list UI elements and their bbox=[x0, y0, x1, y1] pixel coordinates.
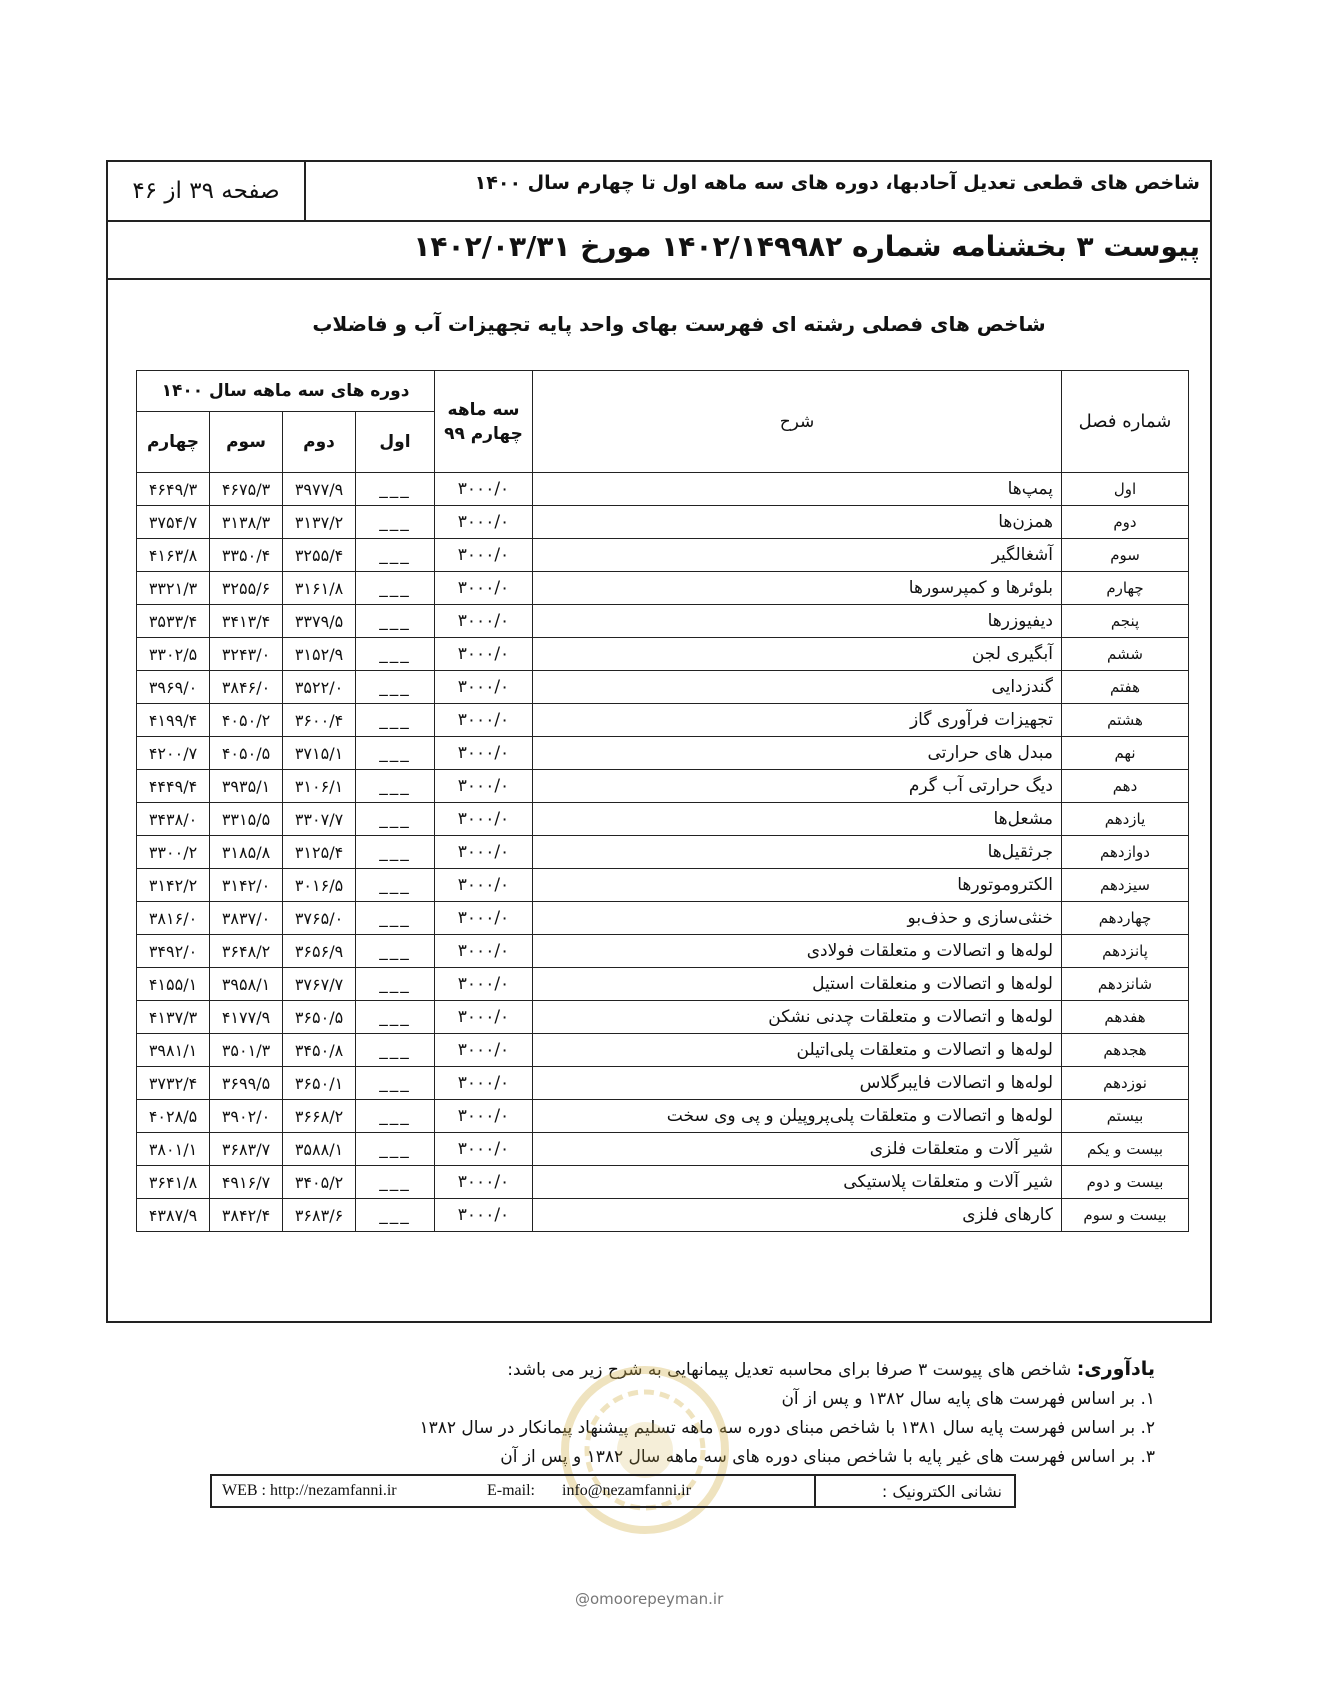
cell-q3: ۳۶۸۳/۷ bbox=[210, 1133, 283, 1166]
col-q1: اول bbox=[356, 412, 435, 473]
cell-q4: ۳۹۸۱/۱ bbox=[137, 1034, 210, 1067]
cell-chapter: سوم bbox=[1062, 539, 1189, 572]
table-row bbox=[137, 803, 1189, 836]
cell-desc: مبدل های حرارتی bbox=[533, 737, 1062, 770]
table-row bbox=[137, 737, 1189, 770]
table-row bbox=[137, 869, 1189, 902]
cell-desc: شیر آلات و متعلقات فلزی bbox=[533, 1133, 1062, 1166]
cell-chapter: بیستم bbox=[1062, 1100, 1189, 1133]
cell-q4: ۴۴۴۹/۴ bbox=[137, 770, 210, 803]
cell-q3: ۴۰۵۰/۲ bbox=[210, 704, 283, 737]
web-link[interactable]: WEB : http://nezamfanni.ir bbox=[222, 1482, 397, 1499]
col-q2: دوم bbox=[283, 412, 356, 473]
cell-q4: ۳۷۳۲/۴ bbox=[137, 1067, 210, 1100]
watermark-logo-icon bbox=[555, 1350, 735, 1550]
email-label: E-mail: bbox=[487, 1482, 535, 1499]
cell-q1: ___ bbox=[356, 1100, 435, 1133]
cell-q2: ۳۱۵۲/۹ bbox=[283, 638, 356, 671]
cell-q2: ۳۱۲۵/۴ bbox=[283, 836, 356, 869]
cell-desc: خنثی‌سازی و حذف‌بو bbox=[533, 902, 1062, 935]
cell-desc: جرثقیل‌ها bbox=[533, 836, 1062, 869]
cell-chapter: هجدهم bbox=[1062, 1034, 1189, 1067]
cell-q2: ۳۵۸۸/۱ bbox=[283, 1133, 356, 1166]
cell-q3: ۳۸۴۶/۰ bbox=[210, 671, 283, 704]
cell-q3: ۳۴۱۳/۴ bbox=[210, 605, 283, 638]
cell-base: ۳۰۰۰/۰ bbox=[435, 737, 533, 770]
cell-desc: لوله‌ها و اتصالات و منعلقات استیل bbox=[533, 968, 1062, 1001]
cell-chapter: بیست و دوم bbox=[1062, 1166, 1189, 1199]
contact-box bbox=[210, 1474, 1016, 1508]
cell-desc: آبگیری لجن bbox=[533, 638, 1062, 671]
cell-q3: ۳۵۰۱/۳ bbox=[210, 1034, 283, 1067]
cell-chapter: اول bbox=[1062, 473, 1189, 506]
col-base: سه ماهه چهارم ۹۹ bbox=[435, 371, 533, 473]
cell-q1: ___ bbox=[356, 935, 435, 968]
cell-chapter: هفدهم bbox=[1062, 1001, 1189, 1034]
cell-q4: ۳۳۲۱/۳ bbox=[137, 572, 210, 605]
cell-chapter: دوم bbox=[1062, 506, 1189, 539]
cell-chapter: نوزدهم bbox=[1062, 1067, 1189, 1100]
cell-chapter: بیست و سوم bbox=[1062, 1199, 1189, 1232]
cell-q1: ___ bbox=[356, 671, 435, 704]
cell-q3: ۳۱۴۲/۰ bbox=[210, 869, 283, 902]
cell-desc: لوله‌ها و اتصالات و متعلقات پلی‌اتیلن bbox=[533, 1034, 1062, 1067]
document-frame bbox=[106, 160, 1212, 1323]
cell-q2: ۳۱۰۶/۱ bbox=[283, 770, 356, 803]
cell-desc: تجهیزات فرآوری گاز bbox=[533, 704, 1062, 737]
table-row bbox=[137, 638, 1189, 671]
table-row bbox=[137, 671, 1189, 704]
cell-chapter: بیست و یکم bbox=[1062, 1133, 1189, 1166]
annex-row bbox=[108, 222, 1210, 280]
cell-q2: ۳۹۷۷/۹ bbox=[283, 473, 356, 506]
cell-q4: ۳۱۴۲/۲ bbox=[137, 869, 210, 902]
cell-base: ۳۰۰۰/۰ bbox=[435, 803, 533, 836]
cell-q2: ۳۴۰۵/۲ bbox=[283, 1166, 356, 1199]
email-link[interactable]: info@nezamfanni.ir bbox=[562, 1482, 691, 1499]
cell-q3: ۳۸۳۷/۰ bbox=[210, 902, 283, 935]
cell-q4: ۳۸۱۶/۰ bbox=[137, 902, 210, 935]
cell-base: ۳۰۰۰/۰ bbox=[435, 506, 533, 539]
cell-q2: ۳۳۰۷/۷ bbox=[283, 803, 356, 836]
table-row bbox=[137, 704, 1189, 737]
cell-base: ۳۰۰۰/۰ bbox=[435, 1133, 533, 1166]
cell-chapter: شانزدهم bbox=[1062, 968, 1189, 1001]
cell-chapter: هفتم bbox=[1062, 671, 1189, 704]
cell-q4: ۴۲۰۰/۷ bbox=[137, 737, 210, 770]
note-item: ۲. بر اساس فهرست پایه سال ۱۳۸۱ با شاخص مبنای دوره سه ماهه تسلیم پیشنهاد پیمانکار در سال ۱۳۸۲ bbox=[419, 1418, 1155, 1438]
cell-desc: لوله‌ها و اتصالات و متعلقات فولادی bbox=[533, 935, 1062, 968]
table-row bbox=[137, 1133, 1189, 1166]
cell-q3: ۴۱۷۷/۹ bbox=[210, 1001, 283, 1034]
cell-desc: بلوئرها و کمپرسورها bbox=[533, 572, 1062, 605]
cell-q4: ۴۱۵۵/۱ bbox=[137, 968, 210, 1001]
cell-q1: ___ bbox=[356, 704, 435, 737]
cell-q1: ___ bbox=[356, 968, 435, 1001]
cell-q3: ۳۱۳۸/۳ bbox=[210, 506, 283, 539]
cell-base: ۳۰۰۰/۰ bbox=[435, 1067, 533, 1100]
cell-base: ۳۰۰۰/۰ bbox=[435, 605, 533, 638]
cell-q3: ۳۹۵۸/۱ bbox=[210, 968, 283, 1001]
cell-q2: ۳۷۶۷/۷ bbox=[283, 968, 356, 1001]
header-row bbox=[108, 162, 1210, 222]
cell-q3: ۴۰۵۰/۵ bbox=[210, 737, 283, 770]
cell-q3: ۳۹۰۲/۰ bbox=[210, 1100, 283, 1133]
cell-base: ۳۰۰۰/۰ bbox=[435, 638, 533, 671]
table-row bbox=[137, 1166, 1189, 1199]
cell-q1: ___ bbox=[356, 737, 435, 770]
table-row bbox=[137, 1100, 1189, 1133]
cell-base: ۳۰۰۰/۰ bbox=[435, 1199, 533, 1232]
table-subtitle: شاخص های فصلی رشته ای فهرست بهای واحد پایه تجهیزات آب و فاضلاب bbox=[312, 312, 1046, 336]
cell-base: ۳۰۰۰/۰ bbox=[435, 968, 533, 1001]
cell-q3: ۳۸۴۲/۴ bbox=[210, 1199, 283, 1232]
cell-q1: ___ bbox=[356, 1199, 435, 1232]
table-row bbox=[137, 1199, 1189, 1232]
cell-base: ۳۰۰۰/۰ bbox=[435, 539, 533, 572]
cell-chapter: هشتم bbox=[1062, 704, 1189, 737]
col-q3: سوم bbox=[210, 412, 283, 473]
cell-q3: ۴۶۷۵/۳ bbox=[210, 473, 283, 506]
cell-q4: ۳۳۰۰/۲ bbox=[137, 836, 210, 869]
cell-chapter: چهارم bbox=[1062, 572, 1189, 605]
cell-q2: ۳۱۳۷/۲ bbox=[283, 506, 356, 539]
cell-desc: پمپ‌ها bbox=[533, 473, 1062, 506]
table-row bbox=[137, 605, 1189, 638]
cell-q1: ___ bbox=[356, 539, 435, 572]
cell-desc: گندزدایی bbox=[533, 671, 1062, 704]
cell-q2: ۳۶۵۰/۵ bbox=[283, 1001, 356, 1034]
cell-q1: ___ bbox=[356, 902, 435, 935]
table-row bbox=[137, 770, 1189, 803]
table-row bbox=[137, 902, 1189, 935]
cell-base: ۳۰۰۰/۰ bbox=[435, 1166, 533, 1199]
page-number: صفحه ۳۹ از ۴۶ bbox=[108, 162, 306, 220]
index-table bbox=[136, 370, 1189, 1232]
cell-q4: ۳۹۶۹/۰ bbox=[137, 671, 210, 704]
cell-q2: ۳۵۲۲/۰ bbox=[283, 671, 356, 704]
cell-desc: کارهای فلزی bbox=[533, 1199, 1062, 1232]
table-row bbox=[137, 1067, 1189, 1100]
cell-q3: ۳۶۴۸/۲ bbox=[210, 935, 283, 968]
cell-q3: ۳۱۸۵/۸ bbox=[210, 836, 283, 869]
cell-q1: ___ bbox=[356, 1034, 435, 1067]
cell-chapter: چهاردهم bbox=[1062, 902, 1189, 935]
cell-q2: ۳۶۸۳/۶ bbox=[283, 1199, 356, 1232]
cell-q4: ۴۱۳۷/۳ bbox=[137, 1001, 210, 1034]
cell-base: ۳۰۰۰/۰ bbox=[435, 1034, 533, 1067]
cell-q3: ۳۶۹۹/۵ bbox=[210, 1067, 283, 1100]
cell-q1: ___ bbox=[356, 836, 435, 869]
table-row bbox=[137, 1034, 1189, 1067]
cell-desc: دیفیوزرها bbox=[533, 605, 1062, 638]
cell-q4: ۴۱۹۹/۴ bbox=[137, 704, 210, 737]
cell-desc: دیگ حرارتی آب گرم bbox=[533, 770, 1062, 803]
cell-desc: مشعل‌ها bbox=[533, 803, 1062, 836]
cell-base: ۳۰۰۰/۰ bbox=[435, 770, 533, 803]
cell-base: ۳۰۰۰/۰ bbox=[435, 869, 533, 902]
cell-desc: آشغالگیر bbox=[533, 539, 1062, 572]
cell-q1: ___ bbox=[356, 605, 435, 638]
cell-base: ۳۰۰۰/۰ bbox=[435, 704, 533, 737]
contact-label: نشانی الکترونیک : bbox=[881, 1482, 1002, 1501]
table-row bbox=[137, 473, 1189, 506]
note-intro: شاخص های پیوست ۳ صرفا برای محاسبه تعدیل پیمانهایی به شرح زیر می باشد: bbox=[507, 1360, 1072, 1380]
cell-chapter: سیزدهم bbox=[1062, 869, 1189, 902]
cell-chapter: یازدهم bbox=[1062, 803, 1189, 836]
table-row bbox=[137, 836, 1189, 869]
cell-desc: لوله‌ها و اتصالات و متعلقات پلی‌پروپیلن و پی وی سخت bbox=[533, 1100, 1062, 1133]
cell-q4: ۴۱۶۳/۸ bbox=[137, 539, 210, 572]
note-item: ۱. بر اساس فهرست های پایه سال ۱۳۸۲ و پس از آن bbox=[781, 1389, 1155, 1409]
cell-q4: ۳۶۴۱/۸ bbox=[137, 1166, 210, 1199]
cell-q2: ۳۶۶۸/۲ bbox=[283, 1100, 356, 1133]
note-lead: یادآوری: bbox=[1076, 1358, 1155, 1380]
cell-q4: ۴۶۴۹/۳ bbox=[137, 473, 210, 506]
cell-base: ۳۰۰۰/۰ bbox=[435, 572, 533, 605]
cell-chapter: نهم bbox=[1062, 737, 1189, 770]
cell-q2: ۳۶۵۰/۱ bbox=[283, 1067, 356, 1100]
cell-q2: ۳۶۵۶/۹ bbox=[283, 935, 356, 968]
col-q4: چهارم bbox=[137, 412, 210, 473]
cell-q2: ۳۱۶۱/۸ bbox=[283, 572, 356, 605]
cell-chapter: دوازدهم bbox=[1062, 836, 1189, 869]
cell-q3: ۳۳۱۵/۵ bbox=[210, 803, 283, 836]
table-row bbox=[137, 968, 1189, 1001]
cell-q4: ۴۰۲۸/۵ bbox=[137, 1100, 210, 1133]
cell-q2: ۳۰۱۶/۵ bbox=[283, 869, 356, 902]
table-body bbox=[137, 473, 1189, 1232]
cell-desc: الکتروموتورها bbox=[533, 869, 1062, 902]
cell-q1: ___ bbox=[356, 1133, 435, 1166]
table-row bbox=[137, 1001, 1189, 1034]
cell-q4: ۳۵۳۳/۴ bbox=[137, 605, 210, 638]
cell-base: ۳۰۰۰/۰ bbox=[435, 836, 533, 869]
cell-base: ۳۰۰۰/۰ bbox=[435, 1100, 533, 1133]
cell-q2: ۳۶۰۰/۴ bbox=[283, 704, 356, 737]
cell-chapter: دهم bbox=[1062, 770, 1189, 803]
header-title: شاخص های قطعی تعدیل آحادبها، دوره های سه ماهه اول تا چهارم سال ۱۴۰۰ bbox=[474, 172, 1200, 194]
cell-q2: ۳۳۷۹/۵ bbox=[283, 605, 356, 638]
cell-q3: ۳۳۵۰/۴ bbox=[210, 539, 283, 572]
cell-q4: ۴۳۸۷/۹ bbox=[137, 1199, 210, 1232]
cell-q4: ۳۸۰۱/۱ bbox=[137, 1133, 210, 1166]
cell-q2: ۳۴۵۰/۸ bbox=[283, 1034, 356, 1067]
cell-q2: ۳۲۵۵/۴ bbox=[283, 539, 356, 572]
cell-q4: ۳۷۵۴/۷ bbox=[137, 506, 210, 539]
col-desc: شرح bbox=[533, 371, 1062, 473]
table-row bbox=[137, 935, 1189, 968]
cell-q1: ___ bbox=[356, 1067, 435, 1100]
cell-q1: ___ bbox=[356, 803, 435, 836]
cell-q4: ۳۴۹۲/۰ bbox=[137, 935, 210, 968]
col-periods: دوره های سه ماهه سال ۱۴۰۰ bbox=[137, 371, 435, 412]
cell-q1: ___ bbox=[356, 770, 435, 803]
note-item: ۳. بر اساس فهرست های غیر پایه با شاخص مبنای دوره های سه ماهه سال ۱۳۸۲ و پس از آن bbox=[500, 1447, 1155, 1467]
cell-q3: ۳۲۴۳/۰ bbox=[210, 638, 283, 671]
cell-q4: ۳۳۰۲/۵ bbox=[137, 638, 210, 671]
watermark-text: @omoorepeyman.ir bbox=[575, 1590, 724, 1608]
table-row bbox=[137, 506, 1189, 539]
cell-base: ۳۰۰۰/۰ bbox=[435, 671, 533, 704]
cell-q1: ___ bbox=[356, 506, 435, 539]
contact-divider bbox=[814, 1476, 816, 1506]
cell-base: ۳۰۰۰/۰ bbox=[435, 1001, 533, 1034]
cell-base: ۳۰۰۰/۰ bbox=[435, 473, 533, 506]
cell-q2: ۳۷۶۵/۰ bbox=[283, 902, 356, 935]
cell-q3: ۳۲۵۵/۶ bbox=[210, 572, 283, 605]
table-row bbox=[137, 539, 1189, 572]
col-chapter: شماره فصل bbox=[1062, 371, 1189, 473]
table-row bbox=[137, 572, 1189, 605]
cell-desc: لوله‌ها و اتصالات فایبرگلاس bbox=[533, 1067, 1062, 1100]
cell-desc: شیر آلات و متعلقات پلاستیکی bbox=[533, 1166, 1062, 1199]
cell-chapter: ششم bbox=[1062, 638, 1189, 671]
cell-desc: همزن‌ها bbox=[533, 506, 1062, 539]
cell-q3: ۳۹۳۵/۱ bbox=[210, 770, 283, 803]
cell-q4: ۳۴۳۸/۰ bbox=[137, 803, 210, 836]
cell-base: ۳۰۰۰/۰ bbox=[435, 902, 533, 935]
cell-q2: ۳۷۱۵/۱ bbox=[283, 737, 356, 770]
cell-q3: ۴۹۱۶/۷ bbox=[210, 1166, 283, 1199]
cell-chapter: پانزدهم bbox=[1062, 935, 1189, 968]
annex-title: پیوست ۳ بخشنامه شماره ۱۴۰۲/۱۴۹۹۸۲ مورخ ۱۴۰۲/۰۳/۳۱ bbox=[413, 230, 1200, 263]
cell-q1: ___ bbox=[356, 869, 435, 902]
cell-base: ۳۰۰۰/۰ bbox=[435, 935, 533, 968]
cell-chapter: پنجم bbox=[1062, 605, 1189, 638]
cell-desc: لوله‌ها و اتصالات و متعلقات چدنی نشکن bbox=[533, 1001, 1062, 1034]
cell-q1: ___ bbox=[356, 473, 435, 506]
cell-q1: ___ bbox=[356, 572, 435, 605]
cell-q1: ___ bbox=[356, 1001, 435, 1034]
cell-q1: ___ bbox=[356, 638, 435, 671]
cell-q1: ___ bbox=[356, 1166, 435, 1199]
